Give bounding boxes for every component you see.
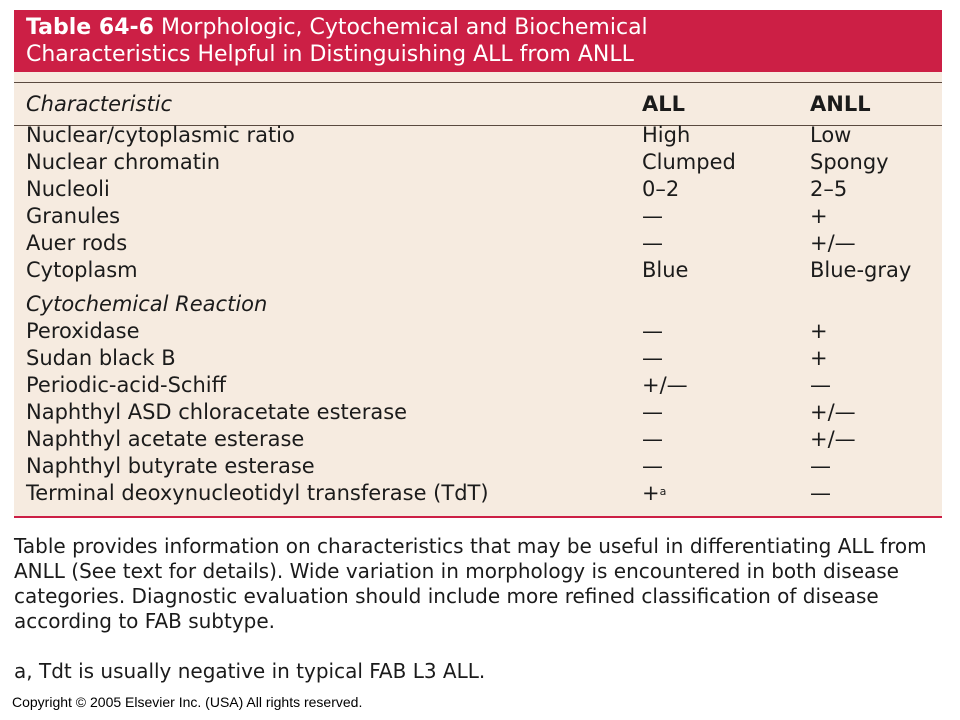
table-footnote: a, Tdt is usually negative in typical FAB L3 ALL. [14, 659, 486, 683]
row-anll-value: +/— [810, 400, 856, 424]
row-label: Nuclear/cytoplasmic ratio [26, 123, 295, 147]
row-label: Granules [26, 204, 121, 228]
table-row [14, 372, 942, 399]
table-row [14, 345, 942, 372]
column-header-characteristic: Characteristic [26, 92, 173, 116]
table-row [14, 399, 942, 426]
row-all-value: — [642, 231, 663, 255]
column-header-all: ALL [642, 92, 686, 116]
row-label: Terminal deoxynucleotidyl transferase (TdT) [26, 481, 489, 505]
row-all-value: — [642, 427, 663, 451]
table-row [14, 257, 942, 284]
row-all-value-with-footnote [642, 480, 666, 507]
table-title-line-2: Characteristics Helpful in Distinguishing ALL from ANLL [26, 42, 634, 67]
row-anll-value: + [810, 346, 828, 370]
table-row [14, 426, 942, 453]
row-label: Periodic-acid-Schiff [26, 373, 227, 397]
table-number: Table 64-6 [26, 15, 154, 40]
column-header-anll: ANLL [810, 92, 871, 116]
table-body [14, 72, 942, 518]
table-row [14, 149, 942, 176]
row-label: Naphthyl butyrate esterase [26, 454, 315, 478]
row-anll-value: Low [810, 123, 852, 147]
table-title-line-1 [26, 14, 930, 41]
row-all-value: Clumped [642, 150, 736, 174]
row-anll-value: Spongy [810, 150, 889, 174]
row-all-value: Blue [642, 258, 689, 282]
row-all-value: — [642, 319, 663, 343]
row-all-value: 0–2 [642, 177, 680, 201]
row-anll-value: +/— [810, 231, 856, 255]
row-anll-value: — [810, 454, 831, 478]
row-all-value: +/— [642, 373, 688, 397]
table-row [14, 480, 942, 507]
row-anll-value: +/— [810, 427, 856, 451]
row-anll-value: Blue-gray [810, 258, 912, 282]
table-row [14, 203, 942, 230]
copyright-notice: Copyright © 2005 Elsevier Inc. (USA) All rights reserved. [12, 694, 363, 710]
row-all-value: + [642, 481, 660, 505]
column-header-row [14, 82, 942, 126]
row-label: Naphthyl ASD chloracetate esterase [26, 400, 408, 424]
table-row [14, 176, 942, 203]
row-all-value: — [642, 346, 663, 370]
row-anll-value: — [810, 481, 831, 505]
row-label: Nuclear chromatin [26, 150, 221, 174]
row-anll-value: + [810, 204, 828, 228]
table-panel [14, 10, 942, 518]
table-note: Table provides information on characteristics that may be useful in differentiating ALL from ANLL (See text for details). Wide variation in morphology is encountered in both disease categories. Diagnostic evaluation should include more refined classification of disease according to FAB subtype. [14, 534, 927, 633]
row-all-value: — [642, 454, 663, 478]
row-label: Naphthyl acetate esterase [26, 427, 305, 451]
footnote-marker: a [659, 485, 667, 498]
row-label: Nucleoli [26, 177, 110, 201]
row-label: Sudan black B [26, 346, 176, 370]
row-label: Auer rods [26, 231, 128, 255]
section-heading-cytochemical: Cytochemical Reaction [26, 292, 268, 316]
row-label: Cytoplasm [26, 258, 138, 282]
row-all-value: — [642, 400, 663, 424]
row-anll-value: 2–5 [810, 177, 848, 201]
row-all-value: — [642, 204, 663, 228]
row-all-value: High [642, 123, 691, 147]
table-title-bar [14, 10, 942, 72]
table-row [14, 230, 942, 257]
table-row [14, 318, 942, 345]
row-anll-value: + [810, 319, 828, 343]
row-label: Peroxidase [26, 319, 140, 343]
row-anll-value: — [810, 373, 831, 397]
table-row [14, 122, 942, 149]
table-title-text-1: Morphologic, Cytochemical and Biochemical [160, 15, 648, 40]
table-row [14, 453, 942, 480]
